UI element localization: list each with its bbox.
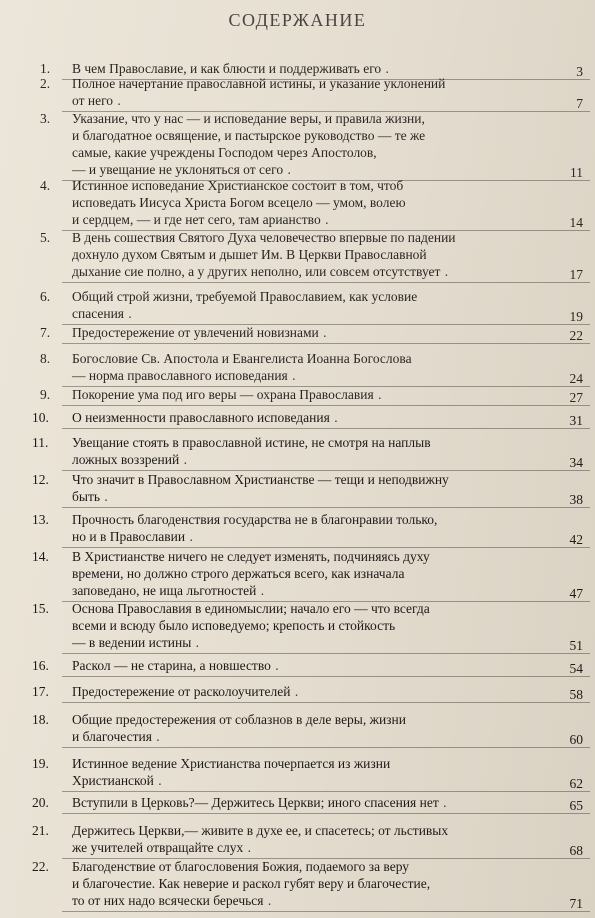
leader-dots: . [179,452,188,467]
entry-underline [62,813,590,814]
entry-title [72,822,512,856]
entry-number: 11. [32,435,49,450]
entry-number: 22. [32,859,49,874]
entry-title-line: от него . [72,93,122,108]
entry-title [72,755,512,789]
page-number: 38 [569,492,583,507]
page-number: 22 [569,328,583,343]
leader-dots: . [373,387,383,402]
entry-number: 10. [32,410,49,425]
entry-number: 3. [40,111,51,126]
entry-title [72,471,512,505]
entry-number: 13. [32,512,49,527]
entry-title-line: Держитесь Церкви,— живите в духе ее, и спасетесь; от льстивых [72,823,449,838]
entry-title-line: заповедано, не ища льготностей . [72,583,266,598]
entry-title-line: быть . [72,489,109,504]
entry-title-line: Указание, что у нас — и исповедание веры, и правила жизни, [72,111,425,126]
leader-dots: . [124,306,133,321]
entry-title-line: Общий строй жизни, требуемой Православием, как условие [72,289,418,304]
entry-title-line: Христианской . [72,773,163,788]
entry-title [72,858,512,909]
entry-title [72,350,512,384]
entry-title-line: — норма православного исповедания . [72,368,297,383]
entry-title [72,75,512,109]
entry-number: 16. [32,658,49,673]
entry-title-line: Прочность благоденствия государства не в благонравии только, [72,512,438,527]
entry-title-line: и сердцем, — и где нет сего, там арианство . [72,212,330,227]
entry-title [72,548,512,599]
entry-title-line: Основа Православия в единомыслии; начало его — что всегда [72,601,430,616]
entry-title-line: Что значит в Православном Христианстве — тещи и неподвижну [72,472,449,487]
leader-dots: . [290,684,300,699]
leader-dots: . [287,368,297,383]
entry-underline [62,428,590,429]
entry-number: 12. [32,472,49,487]
leader-dots: . [263,893,273,908]
page-number: 42 [569,532,583,547]
page-number: 14 [569,215,583,230]
leader-dots: . [191,635,201,650]
entry-number: 20. [32,795,49,810]
entry-number: 9. [40,387,51,402]
entry-title-line: дохнуло духом Святым и дышет Им. В Церкви Православной [72,247,427,262]
entry-number: 17. [32,684,49,699]
entry-title-line: исповедать Иисуса Христа Богом всецело — умом, волею [72,195,406,210]
leader-dots: . [185,529,194,544]
entry-title-line: Предостережение от расколоучителей . [72,684,300,699]
leader-dots: . [256,583,266,598]
entry-number: 8. [40,351,51,366]
entry-underline [62,282,590,283]
entry-number: 19. [32,756,49,771]
entry-underline [62,747,590,748]
entry-underline [62,911,590,912]
entry-title-line: и благочестия . [72,729,161,744]
entry-number: 21. [32,823,49,838]
entry-title [72,657,512,674]
entry-title-line: — в ведении истины . [72,635,201,650]
entry-number: 5. [40,230,51,245]
entry-number: 2. [40,76,51,91]
entry-title-line: ложных воззрений . [72,452,188,467]
entry-title [72,600,512,651]
page-number: 19 [569,309,583,324]
entry-title-line: и благодатное освящение, и пастырское руководство — те же [72,128,426,143]
leader-dots: . [270,658,280,673]
entry-title-line: но и в Православии . [72,529,194,544]
page-number: 58 [569,687,583,702]
entry-title-line: Общие предостережения от соблазнов в деле веры, жизни [72,712,406,727]
page-number: 65 [569,798,583,813]
entry-title [72,324,512,341]
leader-dots: . [100,489,109,504]
entry-title [72,794,512,811]
page-number: 27 [569,390,583,405]
entry-title-line: Полное начертание православной истины, и указание уклонений [72,76,446,91]
entry-title-line: Раскол — не старина, а новшество . [72,658,280,673]
entry-underline [62,653,590,654]
entry-underline [62,791,590,792]
page-number: 24 [569,371,583,386]
entry-number: 15. [32,601,49,616]
entry-title [72,683,512,700]
page-number: 71 [569,896,583,911]
entry-title-line: времени, но должно строго держаться всего, как изначала [72,566,405,581]
entry-title [72,288,512,322]
entry-underline [62,676,590,677]
leader-dots: . [113,93,122,108]
entry-title-line: Благоденствие от благословения Божия, подаемого за веру [72,859,410,874]
page-number: 68 [569,843,583,858]
page-number: 54 [569,661,583,676]
page-title: СОДЕРЖАНИЕ [228,10,367,30]
page-number: 31 [569,413,583,428]
page-number: 11 [570,165,583,180]
entry-title [72,229,512,280]
page-number: 60 [569,732,583,747]
entry-number: 14. [32,549,49,564]
page-number: 34 [569,455,583,470]
entry-title-line: В день сошествия Святого Духа человечество впервые по падении [72,230,456,245]
leader-dots: . [151,729,161,744]
page-number: 3 [576,64,583,79]
entry-number: 6. [40,289,51,304]
entry-title-line: и благочестие. Как неверие и раскол губят веру и благочестие, [72,876,431,891]
entry-title-line: то от них надо всячески беречься . [72,893,273,908]
leader-dots: . [318,325,328,340]
entry-title-line: Истинное ведение Христианства почерпается из жизни [72,756,391,771]
entry-number: 18. [32,712,49,727]
entry-title-line: О неизменности православного исповедания . [72,410,339,425]
entry-title-line: — и увещание не уклоняться от сего . [72,162,292,177]
page-number: 47 [569,586,583,601]
entry-title-line: Увещание стоять в православной истине, не смотря на наплыв [72,435,431,450]
entry-number: 1. [40,61,51,76]
entry-title [72,110,512,178]
leader-dots: . [153,773,163,788]
entry-number: 7. [40,325,51,340]
entry-title [72,434,512,468]
entry-title-line: Истинное исповедание Христианское состоит в том, чтоб [72,178,404,193]
entry-title-line: же учителей отвращайте слух . [72,840,252,855]
entry-title-line: Вступили в Церковь?— Держитесь Церкви; иного спасения нет . [72,795,448,810]
page-number: 62 [569,776,583,791]
entry-title [72,409,512,426]
entry-title [72,511,512,545]
entry-title-line: спасения . [72,306,133,321]
entry-title-line: В Христианстве ничего не следует изменять, подчиняясь духу [72,549,430,564]
entry-title-line: Покорение ума под иго веры — охрана Православия . [72,387,383,402]
leader-dots: . [381,61,390,76]
entry-title-line: Предостережение от увлечений новизнами . [72,325,328,340]
leader-dots: . [440,264,450,279]
entry-title-line: В чем Православие, и как блюсти и поддерживать его . [72,61,390,76]
entry-title [72,177,512,228]
entry-title-line: дыхание сие полно, а у других неполно, или совсем отсутствует . [72,264,450,279]
entry-title-line: самые, какие учреждены Господом через Апостолов, [72,145,377,160]
entry-number: 4. [40,178,51,193]
leader-dots: . [243,840,252,855]
page-number: 17 [569,267,583,282]
page-number: 7 [576,96,583,111]
entry-title [72,711,512,745]
entry-underline [62,343,590,344]
entry-title [72,386,512,403]
page-number: 51 [569,638,583,653]
leader-dots: . [320,212,330,227]
leader-dots: . [329,410,339,425]
entry-title-line: Богословие Св. Апостола и Евангелиста Иоанна Богослова [72,351,412,366]
entry-underline [62,405,590,406]
entry-underline [62,507,590,508]
entry-underline [62,702,590,703]
leader-dots: . [283,162,292,177]
entry-title-line: всеми и всюду было исповедуемо; крепость и стойкость [72,618,396,633]
leader-dots: . [438,795,448,810]
